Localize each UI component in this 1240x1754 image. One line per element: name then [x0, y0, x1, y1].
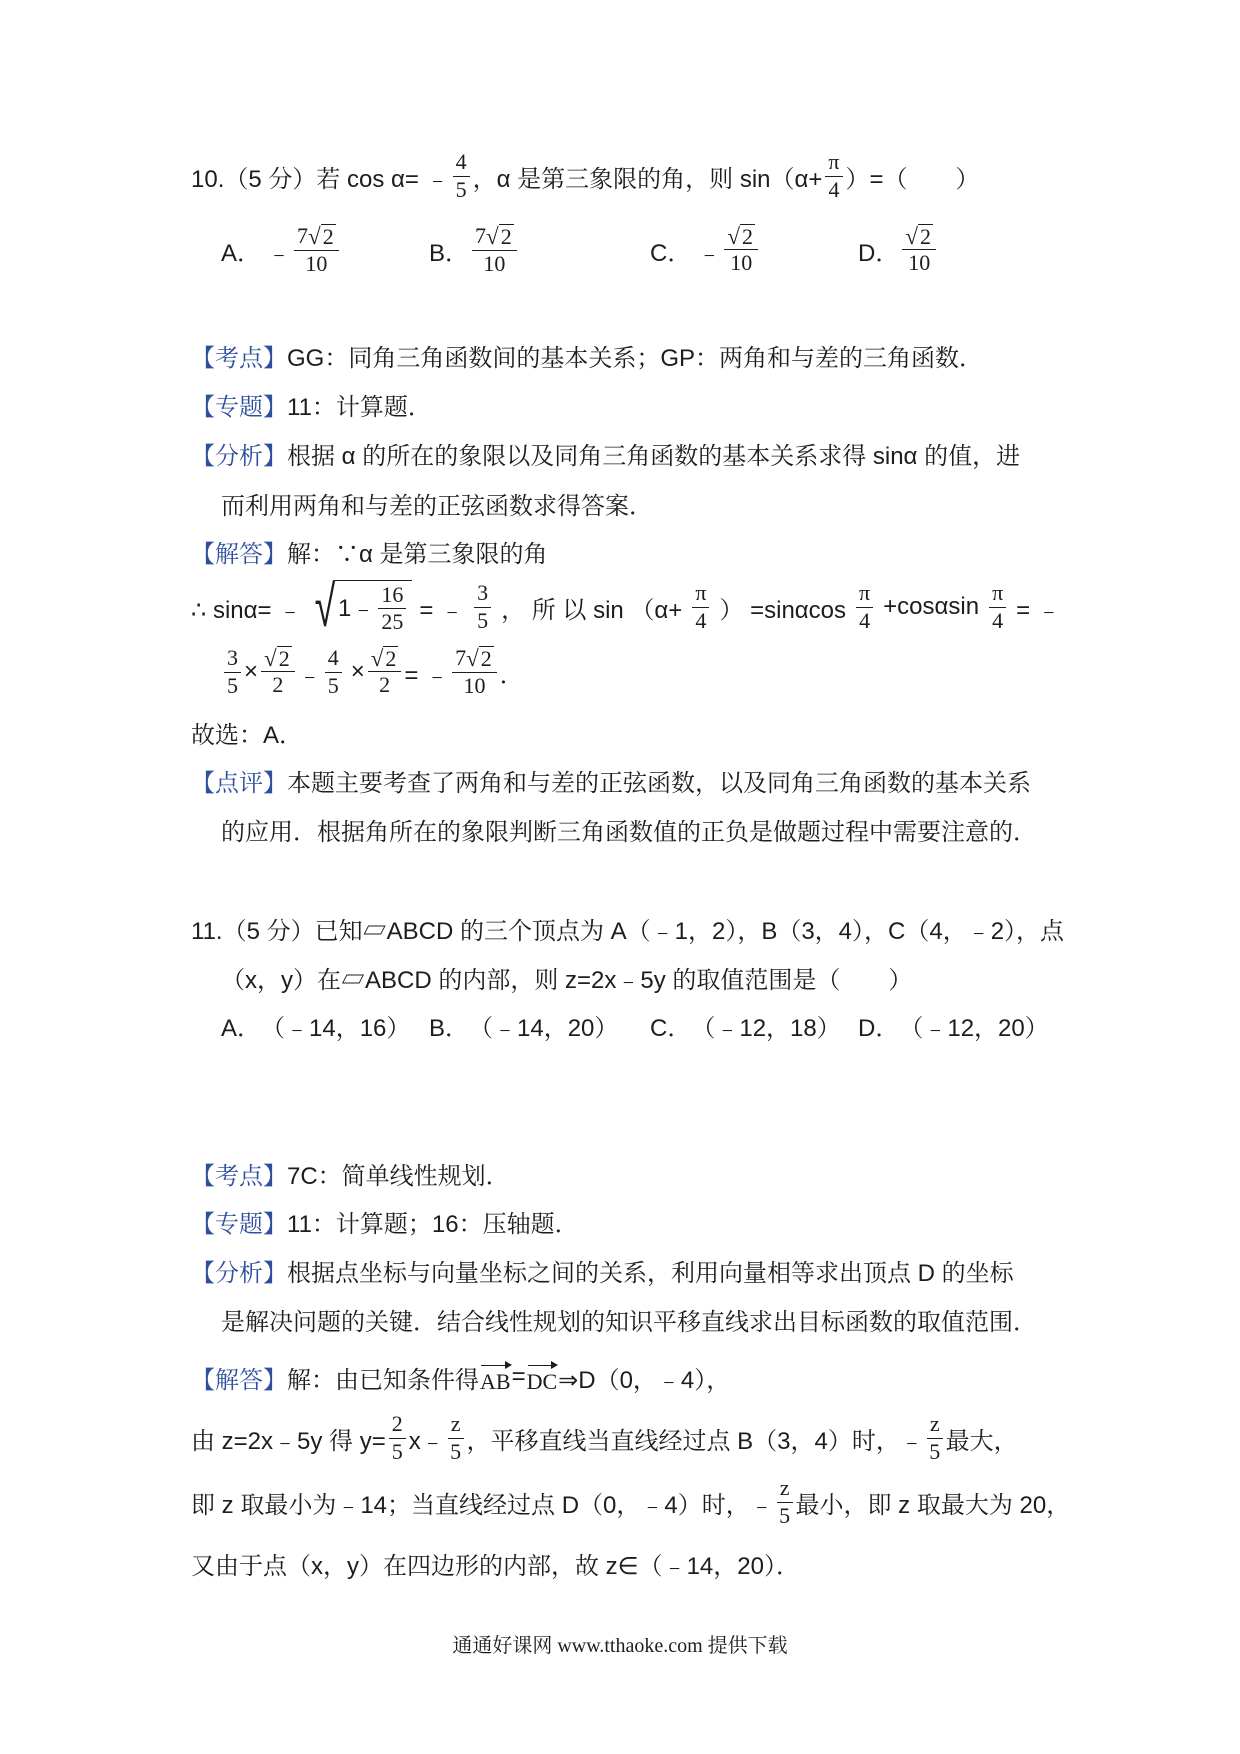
math-text: 即 z 取最小为﹣14；当直线经过点 D（0，﹣4）时，﹣ — [191, 1491, 774, 1519]
stem-text: 10.（5 分）若 cos α= ﹣ — [191, 165, 450, 193]
math-text: = ﹣ — [1016, 596, 1061, 624]
math-text: +cosαsin — [883, 593, 980, 620]
solution-line-2 — [191, 1405, 1018, 1471]
fraction — [261, 646, 295, 697]
fraction-denominator: 10 — [483, 250, 506, 276]
fraction-denominator: 4 — [828, 176, 840, 202]
radicand: 2 — [742, 224, 754, 250]
vector-arrow-icon — [528, 1365, 557, 1366]
fraction-numerator: 3 — [224, 646, 241, 672]
section-text: 本题主要考查了两角和与差的正弦函数，以及同角三角函数的基本关系 — [287, 769, 1031, 797]
section-text: 7C：简单线性规划． — [287, 1162, 510, 1190]
fraction — [452, 646, 497, 697]
radical-sign: √ — [370, 645, 384, 672]
section-tag: 【专题】 — [191, 393, 287, 421]
stem-text: ，α 是第三象限的角，则 sin（α+ — [472, 165, 823, 193]
fraction — [453, 150, 470, 201]
option-label: C． — [650, 239, 692, 267]
option-text: （﹣12，18） — [691, 1014, 841, 1042]
section-text: 11：计算题；16：压轴题． — [287, 1210, 579, 1238]
page-footer: 通通好课网 www.tthaoke.com 提供下载 — [452, 1635, 788, 1657]
radical-sign: √ — [308, 223, 321, 250]
fraction-numerator — [452, 646, 497, 672]
section-tag: 【分析】 — [191, 442, 287, 470]
square-root — [308, 224, 336, 248]
radicand — [335, 580, 412, 634]
fraction-numerator: 4 — [325, 646, 342, 672]
radical-sign: √ — [466, 645, 479, 672]
math-text: × — [350, 658, 365, 685]
option-label: B． — [429, 1014, 470, 1042]
minus-sign: ﹣ — [267, 239, 292, 267]
fraction-denominator: 4 — [695, 607, 707, 633]
radical-sign: √ — [486, 223, 499, 250]
fraction-numerator: π — [692, 581, 709, 607]
solution-line-1 — [191, 526, 548, 576]
math-text: = ﹣ — [419, 596, 465, 624]
fraction-denominator: 4 — [859, 607, 871, 633]
option-c — [650, 1000, 841, 1050]
radical-sign: √ — [727, 223, 741, 250]
section-tag: 【解答】 — [191, 540, 287, 568]
fraction — [472, 224, 517, 275]
knowledge-point — [191, 1148, 510, 1198]
option-text: （﹣14，20） — [469, 1014, 619, 1042]
coefficient: 7 — [297, 223, 309, 249]
fraction-numerator: π — [856, 581, 873, 607]
fraction-denominator: 5 — [477, 607, 489, 633]
vector-ab — [480, 1362, 511, 1393]
analysis-line-1 — [191, 1245, 1014, 1295]
option-c — [650, 225, 761, 275]
topic — [191, 1196, 579, 1246]
fraction-numerator: 3 — [474, 581, 491, 607]
answer-choice — [191, 707, 303, 757]
fraction — [825, 150, 842, 201]
fraction-numerator — [261, 646, 295, 672]
radicand: 2 — [385, 646, 397, 672]
radicand: 2 — [480, 646, 492, 672]
fraction-denominator: 5 — [391, 1438, 403, 1464]
answer-text: 故选：A． — [191, 721, 304, 749]
question-11-stem-line-1 — [191, 903, 1064, 953]
section-text: 根据点坐标与向量坐标之间的关系，利用向量相等求出顶点 D 的坐标 — [287, 1259, 1014, 1287]
math-text: ． — [499, 661, 524, 689]
option-label: C． — [650, 1014, 692, 1042]
fraction-denominator: 5 — [455, 176, 467, 202]
math-text: ， 所 以 sin （α+ — [501, 596, 683, 624]
section-tag: 【解答】 — [191, 1366, 287, 1394]
knowledge-point — [191, 330, 983, 380]
option-d — [858, 1000, 1049, 1050]
radicand: 2 — [322, 224, 334, 250]
vector-arrow-icon — [481, 1365, 510, 1366]
math-text: 解：由已知条件得 — [287, 1366, 479, 1394]
square-root — [727, 224, 755, 248]
math-text: x﹣ — [408, 1427, 445, 1455]
option-label: A． — [221, 1014, 262, 1042]
math-text: 最小，即 z 取最大为 20， — [795, 1491, 1071, 1519]
fraction-denominator: 10 — [730, 250, 753, 276]
stem-text: 11.（5 分）已知▱ABCD 的三个顶点为 A（﹣1，2），B（3，4），C（4，﹣2），点 — [191, 917, 1065, 945]
minus-sign: ﹣ — [697, 239, 722, 267]
section-text: 根据 α 的所在的象限以及同角三角函数的基本关系求得 sinα 的值，进 — [287, 442, 1021, 470]
section-tag: 【点评】 — [191, 769, 287, 797]
fraction-denominator: 5 — [929, 1438, 941, 1464]
section-text: 是解决问题的关键．结合线性规划的知识平移直线求出目标函数的取值范围． — [221, 1308, 1037, 1336]
option-label: A． — [221, 239, 262, 267]
solution-line-2 — [191, 574, 1061, 640]
fraction — [368, 646, 402, 697]
square-root — [309, 574, 412, 639]
radical-sign: √ — [264, 645, 277, 672]
math-text: 又由于点（x，y）在四边形的内部，故 z∈（﹣14，20）． — [191, 1552, 800, 1580]
coefficient: 7 — [475, 223, 487, 249]
fraction-numerator: 2 — [389, 1412, 406, 1438]
fraction-numerator — [294, 224, 339, 250]
question-10-stem — [191, 151, 980, 201]
fraction — [294, 224, 339, 275]
option-label: B． — [429, 239, 470, 267]
option-text: （﹣14，16） — [261, 1014, 411, 1042]
section-tag: 【考点】 — [191, 344, 287, 372]
option-b — [429, 1000, 618, 1050]
section-tag: 【专题】 — [191, 1210, 287, 1238]
fraction — [224, 646, 241, 697]
math-text: × — [244, 658, 259, 685]
fraction-denominator: 25 — [381, 609, 404, 634]
solution-line-1 — [191, 1349, 730, 1405]
fraction-denominator: 2 — [272, 672, 284, 698]
analysis-line-1 — [191, 428, 1020, 478]
analysis-line-2 — [221, 478, 653, 528]
section-text: 11：计算题． — [287, 393, 432, 421]
solution-line-3 — [191, 1469, 1070, 1535]
option-label: D． — [858, 1014, 900, 1042]
option-text: （﹣12，20） — [899, 1014, 1049, 1042]
option-a — [221, 1000, 410, 1050]
radicand: 2 — [278, 646, 290, 672]
fraction-numerator — [368, 646, 402, 672]
vector-dc — [527, 1362, 558, 1393]
stem-text: ）=（ ） — [845, 165, 980, 193]
fraction-denominator: 4 — [992, 607, 1004, 633]
option-label: D． — [858, 239, 900, 267]
math-text: 最大， — [945, 1427, 1018, 1455]
fraction — [724, 224, 758, 275]
fraction-denominator: 10 — [305, 250, 328, 276]
topic — [191, 379, 432, 429]
fraction-numerator: 16 — [378, 583, 406, 609]
fraction — [927, 1412, 943, 1463]
square-root — [466, 646, 494, 670]
fraction-denominator: 2 — [379, 672, 391, 698]
vector-label: AB — [480, 1368, 511, 1394]
vector-label: DC — [526, 1368, 558, 1394]
section-text: 解：∵α 是第三象限的角 — [287, 540, 548, 568]
fraction — [389, 1412, 406, 1463]
radicand: 2 — [920, 224, 932, 250]
fraction — [989, 581, 1006, 632]
fraction-denominator: 5 — [227, 672, 238, 698]
fraction-denominator: 5 — [779, 1502, 791, 1528]
math-text: ﹣ — [297, 661, 322, 689]
comment-line-2 — [221, 804, 1037, 854]
section-tag: 【分析】 — [191, 1259, 287, 1287]
fraction-numerator: π — [825, 150, 842, 176]
fraction — [692, 581, 709, 632]
square-root — [264, 646, 292, 670]
fraction-denominator: 10 — [908, 250, 931, 276]
radical-sign: √ — [905, 223, 919, 250]
math-text: 1﹣ — [338, 594, 376, 622]
fraction — [474, 581, 491, 632]
fraction-denominator: 5 — [450, 1438, 462, 1464]
section-tag: 【考点】 — [191, 1162, 287, 1190]
comment-line-1 — [191, 755, 1031, 805]
fraction-numerator: z — [927, 1412, 943, 1438]
square-root — [905, 224, 933, 248]
analysis-line-2 — [221, 1294, 1037, 1344]
solution-line-3 — [221, 639, 524, 705]
fraction — [378, 583, 406, 634]
coefficient: 7 — [455, 645, 467, 671]
stem-text: （x，y）在▱ABCD 的内部，则 z=2x﹣5y 的取值范围是（ ） — [221, 966, 913, 994]
radical-sign: √ — [314, 574, 336, 639]
fraction-numerator: z — [777, 1476, 793, 1502]
radicand: 2 — [500, 224, 512, 250]
math-text: = ﹣ — [404, 661, 450, 689]
fraction-numerator — [472, 224, 517, 250]
math-text: ，平移直线当直线经过点 B（3，4）时，﹣ — [466, 1427, 924, 1455]
math-text: 由 z=2x﹣5y 得 y= — [191, 1427, 386, 1455]
fraction-numerator: π — [989, 581, 1006, 607]
fraction — [448, 1412, 464, 1463]
section-text: 的应用．根据角所在的象限判断三角函数值的正负是做题过程中需要注意的． — [221, 818, 1037, 846]
solution-line-4 — [191, 1538, 800, 1588]
fraction — [325, 646, 342, 697]
fraction — [902, 224, 936, 275]
question-11-stem-line-2 — [221, 952, 912, 1002]
fraction — [856, 581, 873, 632]
option-d — [858, 225, 939, 275]
option-a — [221, 225, 342, 275]
section-text: GG：同角三角函数间的基本关系；GP：两角和与差的三角函数． — [287, 344, 984, 372]
math-text: ⇒D（0，﹣4）， — [558, 1366, 731, 1394]
math-text: = — [511, 1363, 526, 1390]
square-root — [371, 646, 399, 670]
square-root — [486, 224, 514, 248]
math-text: ） =sinαcos — [719, 596, 847, 624]
fraction — [777, 1476, 793, 1527]
fraction-numerator — [724, 224, 758, 250]
fraction-numerator: 4 — [453, 150, 470, 176]
math-text: ∴ sinα= ﹣ — [191, 596, 303, 624]
option-b — [429, 225, 520, 275]
fraction-denominator: 10 — [463, 672, 486, 698]
section-text: 而利用两角和与差的正弦函数求得答案． — [221, 492, 653, 520]
fraction-numerator: z — [448, 1412, 464, 1438]
fraction-denominator: 5 — [327, 672, 339, 698]
fraction-numerator — [902, 224, 936, 250]
